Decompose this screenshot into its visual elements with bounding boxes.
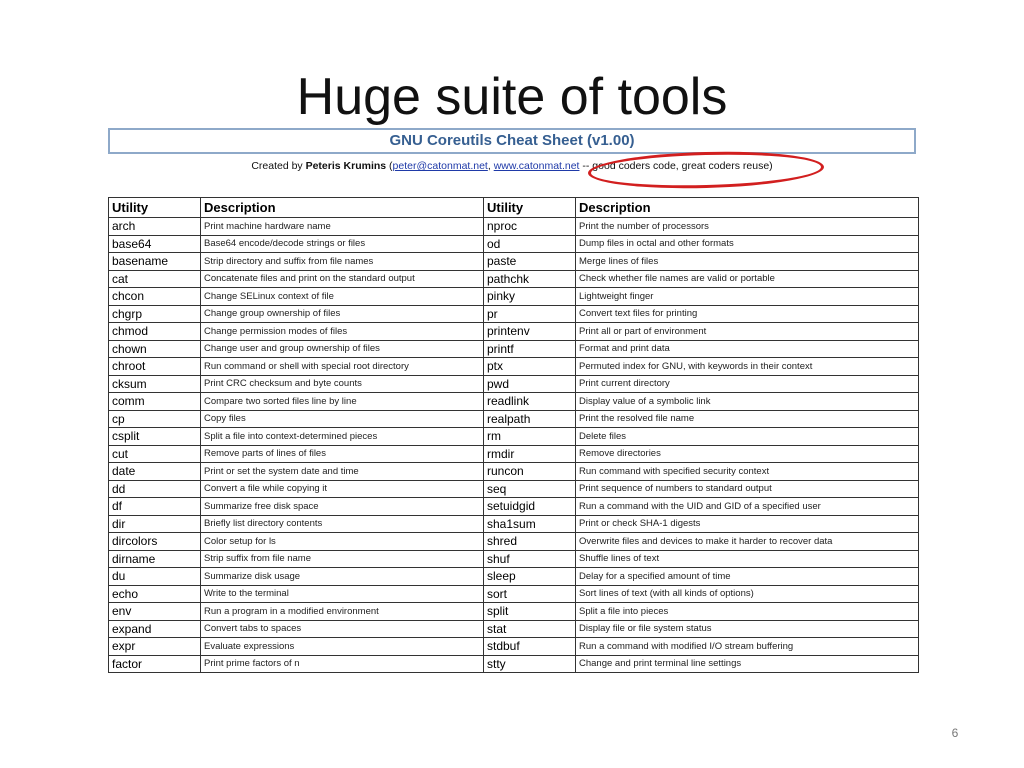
description-cell: Dump files in octal and other formats — [576, 235, 919, 253]
table-row — [109, 550, 919, 568]
utility-cell: nproc — [484, 218, 576, 236]
table-body — [109, 218, 919, 673]
description-cell: Summarize disk usage — [201, 568, 484, 586]
description-cell: Briefly list directory contents — [201, 515, 484, 533]
utility-cell: date — [109, 463, 201, 481]
description-cell: Change group ownership of files — [201, 305, 484, 323]
description-cell: Run command with specified security context — [576, 463, 919, 481]
utility-cell: shuf — [484, 550, 576, 568]
description-cell: Permuted index for GNU, with keywords in their context — [576, 358, 919, 376]
utility-cell: dirname — [109, 550, 201, 568]
table-row — [109, 218, 919, 236]
table-row — [109, 253, 919, 271]
table-row — [109, 305, 919, 323]
table-row — [109, 655, 919, 673]
utility-cell: base64 — [109, 235, 201, 253]
description-cell: Check whether file names are valid or portable — [576, 270, 919, 288]
table-header-row — [109, 198, 919, 218]
utility-cell: df — [109, 498, 201, 516]
author-site-link[interactable]: www.catonmat.net — [493, 160, 580, 172]
utility-cell: pathchk — [484, 270, 576, 288]
description-cell: Print CRC checksum and byte counts — [201, 375, 484, 393]
utility-cell: cut — [109, 445, 201, 463]
utility-cell: factor — [109, 655, 201, 673]
table-row — [109, 533, 919, 551]
author-name: Peteris Krumins — [305, 160, 387, 172]
utility-cell: rmdir — [484, 445, 576, 463]
utility-cell: setuidgid — [484, 498, 576, 516]
description-cell: Summarize free disk space — [201, 498, 484, 516]
description-cell: Print current directory — [576, 375, 919, 393]
page-number: 6 — [951, 726, 959, 740]
paren-open: ( — [386, 160, 393, 172]
description-cell: Overwrite files and devices to make it harder to recover data — [576, 533, 919, 551]
table-row — [109, 375, 919, 393]
utility-cell: cp — [109, 410, 201, 428]
table-row — [109, 410, 919, 428]
utility-cell: stdbuf — [484, 638, 576, 656]
table-row — [109, 270, 919, 288]
table-row — [109, 515, 919, 533]
utility-cell: readlink — [484, 393, 576, 411]
comma-sep: , — [487, 160, 494, 172]
utility-cell: sleep — [484, 568, 576, 586]
description-cell: Display value of a symbolic link — [576, 393, 919, 411]
credit-line — [0, 159, 1024, 173]
utility-cell: du — [109, 568, 201, 586]
description-cell: Delay for a specified amount of time — [576, 568, 919, 586]
header-utility-left: Utility — [109, 198, 201, 218]
utility-cell: printf — [484, 340, 576, 358]
description-cell: Convert a file while copying it — [201, 480, 484, 498]
utility-cell: chgrp — [109, 305, 201, 323]
utility-cell: ptx — [484, 358, 576, 376]
utility-cell: cksum — [109, 375, 201, 393]
utility-cell: stat — [484, 620, 576, 638]
table-row — [109, 638, 919, 656]
cheat-sheet-banner — [108, 128, 916, 154]
table-row — [109, 323, 919, 341]
utility-cell: expr — [109, 638, 201, 656]
description-cell: Base64 encode/decode strings or files — [201, 235, 484, 253]
description-cell: Merge lines of files — [576, 253, 919, 271]
header-utility-right: Utility — [484, 198, 576, 218]
table-row — [109, 358, 919, 376]
description-cell: Remove directories — [576, 445, 919, 463]
header-description-left: Description — [201, 198, 484, 218]
description-cell: Display file or file system status — [576, 620, 919, 638]
table-row — [109, 393, 919, 411]
table-row — [109, 620, 919, 638]
credit-prefix: Created by — [251, 160, 306, 172]
description-cell: Print sequence of numbers to standard output — [576, 480, 919, 498]
utility-cell: split — [484, 603, 576, 621]
description-cell: Evaluate expressions — [201, 638, 484, 656]
header-description-right: Description — [576, 198, 919, 218]
utility-cell: echo — [109, 585, 201, 603]
utility-cell: stty — [484, 655, 576, 673]
utility-cell: cat — [109, 270, 201, 288]
description-cell: Print or check SHA-1 digests — [576, 515, 919, 533]
description-cell: Run a command with modified I/O stream buffering — [576, 638, 919, 656]
red-circle-annotation — [588, 149, 825, 191]
utility-cell: realpath — [484, 410, 576, 428]
description-cell: Copy files — [201, 410, 484, 428]
utility-cell: chmod — [109, 323, 201, 341]
description-cell: Change permission modes of files — [201, 323, 484, 341]
utility-cell: pinky — [484, 288, 576, 306]
utility-cell: pwd — [484, 375, 576, 393]
description-cell: Color setup for ls — [201, 533, 484, 551]
utility-cell: chcon — [109, 288, 201, 306]
description-cell: Run a command with the UID and GID of a specified user — [576, 498, 919, 516]
table-row — [109, 445, 919, 463]
description-cell: Split a file into context-determined pieces — [201, 428, 484, 446]
description-cell: Print machine hardware name — [201, 218, 484, 236]
utility-cell: shred — [484, 533, 576, 551]
description-cell: Remove parts of lines of files — [201, 445, 484, 463]
table-row — [109, 480, 919, 498]
table-row — [109, 340, 919, 358]
description-cell: Write to the terminal — [201, 585, 484, 603]
description-cell: Strip directory and suffix from file names — [201, 253, 484, 271]
utility-cell: dd — [109, 480, 201, 498]
description-cell: Run command or shell with special root directory — [201, 358, 484, 376]
description-cell: Concatenate files and print on the standard output — [201, 270, 484, 288]
description-cell: Lightweight finger — [576, 288, 919, 306]
description-cell: Print or set the system date and time — [201, 463, 484, 481]
utility-cell: dir — [109, 515, 201, 533]
description-cell: Sort lines of text (with all kinds of options) — [576, 585, 919, 603]
description-cell: Run a program in a modified environment — [201, 603, 484, 621]
utility-cell: seq — [484, 480, 576, 498]
utility-cell: chown — [109, 340, 201, 358]
description-cell: Convert tabs to spaces — [201, 620, 484, 638]
utility-cell: csplit — [109, 428, 201, 446]
description-cell: Strip suffix from file name — [201, 550, 484, 568]
table-row — [109, 603, 919, 621]
description-cell: Change user and group ownership of files — [201, 340, 484, 358]
utility-cell: od — [484, 235, 576, 253]
description-cell: Format and print data — [576, 340, 919, 358]
table-row — [109, 463, 919, 481]
utility-cell: rm — [484, 428, 576, 446]
table-row — [109, 235, 919, 253]
description-cell: Print prime factors of n — [201, 655, 484, 673]
utility-cell: runcon — [484, 463, 576, 481]
description-cell: Convert text files for printing — [576, 305, 919, 323]
table-row — [109, 498, 919, 516]
description-cell: Split a file into pieces — [576, 603, 919, 621]
utility-cell: env — [109, 603, 201, 621]
utility-cell: sort — [484, 585, 576, 603]
utility-cell: dircolors — [109, 533, 201, 551]
utility-cell: printenv — [484, 323, 576, 341]
description-cell: Change SELinux context of file — [201, 288, 484, 306]
table-row — [109, 428, 919, 446]
utility-cell: basename — [109, 253, 201, 271]
utility-cell: arch — [109, 218, 201, 236]
utility-cell: chroot — [109, 358, 201, 376]
description-cell: Shuffle lines of text — [576, 550, 919, 568]
table-row — [109, 585, 919, 603]
table-row — [109, 288, 919, 306]
coreutils-table — [108, 197, 919, 673]
utility-cell: pr — [484, 305, 576, 323]
utility-cell: sha1sum — [484, 515, 576, 533]
utility-cell: comm — [109, 393, 201, 411]
author-email-link[interactable]: peter@catonmat.net — [392, 160, 488, 172]
utility-cell: paste — [484, 253, 576, 271]
description-cell: Print the number of processors — [576, 218, 919, 236]
utility-cell: expand — [109, 620, 201, 638]
description-cell: Compare two sorted files line by line — [201, 393, 484, 411]
description-cell: Delete files — [576, 428, 919, 446]
slide-title: Huge suite of tools — [296, 68, 728, 126]
description-cell: Print the resolved file name — [576, 410, 919, 428]
tagline: -- good coders code, great coders reuse) — [579, 160, 773, 172]
description-cell: Change and print terminal line settings — [576, 655, 919, 673]
table-row — [109, 568, 919, 586]
description-cell: Print all or part of environment — [576, 323, 919, 341]
cheat-sheet-title: GNU Coreutils Cheat Sheet (v1.00) — [389, 132, 635, 149]
